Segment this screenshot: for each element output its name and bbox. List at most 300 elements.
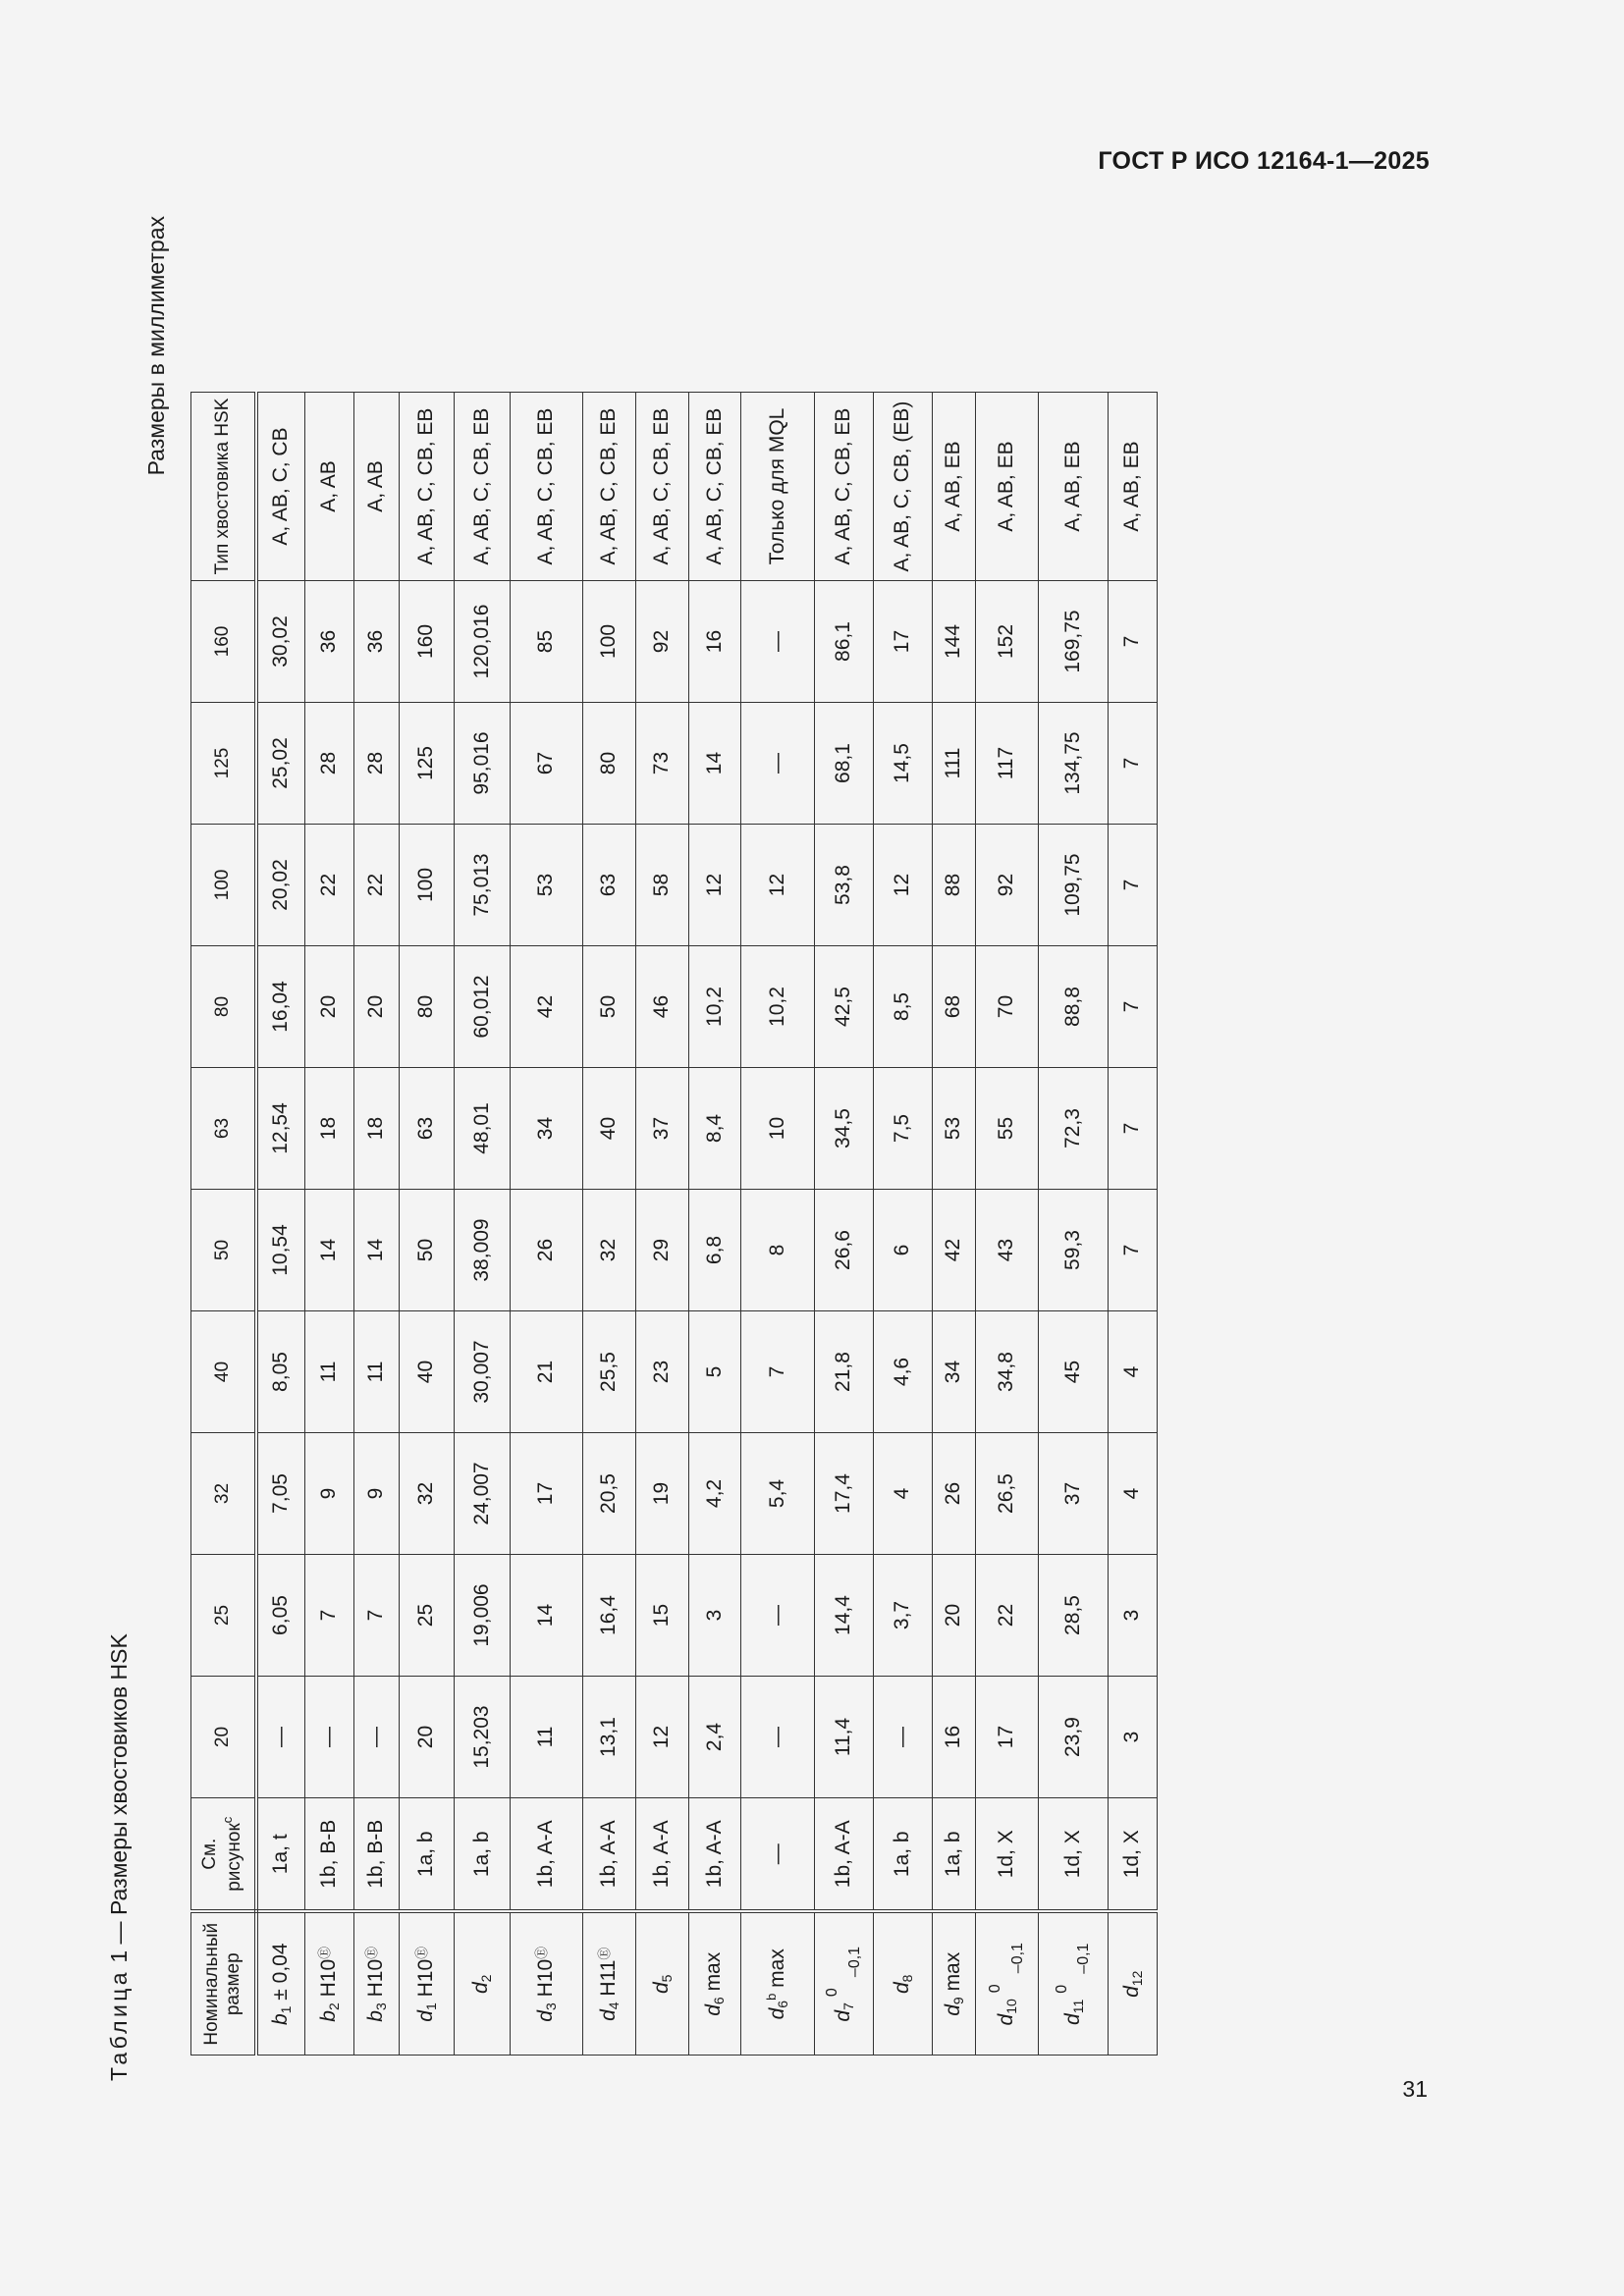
cell-value xyxy=(874,581,933,703)
cell-value xyxy=(636,825,689,946)
caption-number: 1 xyxy=(106,1949,132,1963)
cell-value xyxy=(455,581,511,703)
cell-value-text: 5,4 xyxy=(765,1478,788,1509)
header-size-80 xyxy=(191,946,256,1068)
caption-title: — Размеры хвостовиков HSK xyxy=(106,1633,132,1945)
cell-value-text: 14,4 xyxy=(832,1595,855,1635)
parameter-superscript: b xyxy=(763,1993,779,2001)
cell-value xyxy=(1109,1311,1158,1433)
cell-value-text: 3 xyxy=(702,1609,726,1622)
cell-value xyxy=(689,1677,741,1798)
parameter-symbol: d xyxy=(1060,2013,1084,2025)
cell-value-text: 23,9 xyxy=(1060,1717,1084,1757)
header-size-text: 20 xyxy=(211,1726,233,1748)
cell-value-text: 144 xyxy=(942,623,965,660)
row-figure-ref xyxy=(874,1798,933,1912)
cell-value-text: 3,7 xyxy=(891,1600,914,1630)
header-size-32 xyxy=(191,1433,256,1555)
cell-value-text: 15,203 xyxy=(469,1705,493,1769)
shank-type-text: A, AB, EB xyxy=(1060,441,1084,532)
row-parameter-b3 xyxy=(354,1912,400,2056)
cell-value xyxy=(874,1677,933,1798)
envelope-mark: Ⓔ xyxy=(533,1946,549,1959)
header-see-figure xyxy=(191,1798,256,1912)
shank-type-text: A, AB, EB xyxy=(942,441,965,532)
cell-value-text: 25,02 xyxy=(269,737,293,789)
cell-value xyxy=(305,825,354,946)
header-size-text: 32 xyxy=(211,1482,233,1505)
cell-value-text: 18 xyxy=(317,1116,341,1141)
parameter-suffix: max xyxy=(702,1951,726,1998)
row-figure-ref xyxy=(354,1798,400,1912)
shank-type-text: A, AB, C, CB, EB xyxy=(534,407,558,565)
cell-value-text: 8,4 xyxy=(702,1113,726,1144)
row-figure-ref xyxy=(976,1798,1039,1912)
cell-value-text: 14,5 xyxy=(891,743,914,783)
cell-value xyxy=(256,581,305,703)
envelope-mark: Ⓔ xyxy=(316,1946,332,1959)
shank-type-text: A, AB xyxy=(364,460,388,512)
table-row xyxy=(1109,393,1158,2056)
shank-type-text: Только для MQL xyxy=(765,407,788,565)
header-size-50 xyxy=(191,1190,256,1311)
cell-value-text: 16,4 xyxy=(597,1595,621,1635)
cell-value xyxy=(933,1677,976,1798)
row-shank-type xyxy=(354,393,400,581)
row-parameter-d2 xyxy=(455,1912,511,2056)
cell-value xyxy=(741,1677,815,1798)
cell-value xyxy=(689,581,741,703)
row-figure-ref xyxy=(741,1798,815,1912)
cell-value xyxy=(511,1311,583,1433)
row-figure-ref xyxy=(815,1798,874,1912)
parameter-symbol: d xyxy=(413,2010,437,2022)
cell-value xyxy=(874,1190,933,1311)
figure-ref-text: — xyxy=(765,1843,788,1865)
parameter-suffix: H10 xyxy=(413,1958,437,2003)
cell-value-text: 117 xyxy=(995,746,1018,780)
cell-value xyxy=(815,1190,874,1311)
header-shank-type xyxy=(191,393,256,581)
row-parameter-d7 xyxy=(815,1912,874,2056)
parameter-subscript: 4 xyxy=(605,2002,622,2010)
cell-value-text: 68,1 xyxy=(832,743,855,783)
cell-value-text: 7 xyxy=(1120,879,1144,891)
row-shank-type xyxy=(933,393,976,581)
cell-value xyxy=(400,1311,455,1433)
row-parameter-d10 xyxy=(976,1912,1039,2056)
table-row xyxy=(400,393,455,2056)
cell-value-text: 15 xyxy=(650,1603,674,1628)
hsk-dimensions-table xyxy=(190,392,1158,2056)
cell-value xyxy=(511,1555,583,1677)
cell-value-text: 26 xyxy=(534,1238,558,1262)
parameter-suffix: H10 xyxy=(363,1958,387,2003)
figure-ref-text: 1b, A-A xyxy=(597,1820,621,1889)
parameter-symbol: d xyxy=(890,1982,913,1994)
figure-ref-text: 1a, b xyxy=(891,1831,914,1878)
cell-value xyxy=(1109,1068,1158,1190)
figure-ref-text: 1b, A-A xyxy=(702,1820,726,1889)
cell-value xyxy=(815,825,874,946)
cell-value xyxy=(636,703,689,825)
shank-type-text: A, AB, C, CB, EB xyxy=(469,407,493,565)
cell-value-text: 36 xyxy=(364,629,388,654)
cell-value xyxy=(400,825,455,946)
parameter-subscript: 3 xyxy=(542,2002,559,2010)
cell-value xyxy=(305,703,354,825)
cell-value xyxy=(354,581,400,703)
row-parameter-d6 xyxy=(741,1912,815,2056)
cell-value xyxy=(636,946,689,1068)
cell-value-text: 18 xyxy=(364,1116,388,1141)
cell-value xyxy=(400,1555,455,1677)
parameter-suffix: ± 0,04 xyxy=(268,1943,292,2006)
row-parameter-b2 xyxy=(305,1912,354,2056)
cell-value-text: 36 xyxy=(317,629,341,654)
units-note: Размеры в миллиметрах xyxy=(143,216,169,476)
table-row xyxy=(874,393,933,2056)
cell-value-text: 11,4 xyxy=(832,1717,855,1757)
cell-value xyxy=(933,1068,976,1190)
cell-value-text: 7 xyxy=(1120,1000,1144,1013)
cell-value-text: 34,8 xyxy=(995,1352,1018,1392)
cell-value xyxy=(256,1677,305,1798)
cell-value-text: — xyxy=(269,1727,293,1747)
cell-value xyxy=(511,1068,583,1190)
cell-value xyxy=(636,1555,689,1677)
cell-value xyxy=(1109,703,1158,825)
cell-value xyxy=(455,946,511,1068)
cell-value-text: 59,3 xyxy=(1060,1230,1084,1270)
cell-value-text: 53 xyxy=(942,1116,965,1141)
cell-value xyxy=(933,946,976,1068)
figure-ref-text: 1b, B-B xyxy=(364,1819,388,1889)
table-row xyxy=(305,393,354,2056)
shank-type-text: A, AB, C, CB, EB xyxy=(832,407,855,565)
parameter-suffix: max xyxy=(765,1949,788,1994)
row-parameter-d4 xyxy=(583,1912,636,2056)
cell-value-text: 45 xyxy=(1060,1360,1084,1384)
cell-value-text: 50 xyxy=(597,994,621,1019)
shank-type-text: A, AB, EB xyxy=(1120,441,1144,532)
row-shank-type xyxy=(583,393,636,581)
row-parameter-d12 xyxy=(1109,1912,1158,2056)
row-figure-ref xyxy=(583,1798,636,1912)
row-shank-type xyxy=(1109,393,1158,581)
cell-value-text: 37 xyxy=(650,1116,674,1141)
figure-ref-text: 1b, A-A xyxy=(832,1820,855,1889)
figure-ref-text: 1b, A-A xyxy=(534,1820,558,1889)
cell-value-text: — xyxy=(891,1727,914,1747)
parameter-subscript: 10 xyxy=(1003,1999,1020,2014)
cell-value-text: 30,007 xyxy=(469,1340,493,1404)
cell-value-text: 4,6 xyxy=(891,1357,914,1387)
header-size-text: 80 xyxy=(211,995,233,1018)
cell-value-text: — xyxy=(765,1727,788,1747)
cell-value-text: 7 xyxy=(1120,1244,1144,1256)
cell-value-text: 50 xyxy=(414,1238,438,1262)
cell-value-text: 8 xyxy=(765,1244,788,1256)
parameter-symbol: b xyxy=(316,2010,340,2022)
row-shank-type xyxy=(636,393,689,581)
cell-value xyxy=(874,703,933,825)
cell-value xyxy=(636,1677,689,1798)
cell-value-text: 7,5 xyxy=(891,1113,914,1144)
cell-value-text: 20 xyxy=(317,994,341,1019)
cell-value xyxy=(305,946,354,1068)
header-see-figure-a: См. xyxy=(199,1838,221,1870)
header-size-text: 25 xyxy=(211,1604,233,1627)
row-parameter-d9 xyxy=(933,1912,976,2056)
row-figure-ref xyxy=(256,1798,305,1912)
envelope-mark: Ⓔ xyxy=(363,1946,379,1959)
cell-value-text: 10,2 xyxy=(765,987,788,1027)
cell-value-text: — xyxy=(317,1727,341,1747)
header-size-text: 125 xyxy=(211,747,233,779)
cell-value-text: 28 xyxy=(317,751,341,775)
cell-value xyxy=(455,1190,511,1311)
cell-value-text: 26 xyxy=(942,1481,965,1506)
cell-value xyxy=(933,1555,976,1677)
cell-value xyxy=(511,825,583,946)
cell-value xyxy=(455,1311,511,1433)
cell-value-text: 25 xyxy=(414,1603,438,1628)
cell-value xyxy=(815,1068,874,1190)
cell-value xyxy=(933,1311,976,1433)
cell-value xyxy=(636,1068,689,1190)
row-shank-type xyxy=(815,393,874,581)
table-row xyxy=(636,393,689,2056)
row-parameter-d8 xyxy=(874,1912,933,2056)
row-parameter-d11 xyxy=(1039,1912,1109,2056)
cell-value xyxy=(400,581,455,703)
cell-value xyxy=(354,1677,400,1798)
cell-value-text: 14 xyxy=(364,1238,388,1262)
row-figure-ref xyxy=(689,1798,741,1912)
cell-value xyxy=(689,1311,741,1433)
cell-value xyxy=(455,1433,511,1555)
cell-value-text: 6,8 xyxy=(702,1235,726,1265)
parameter-subscript: 12 xyxy=(1128,1970,1145,1987)
table-row xyxy=(511,393,583,2056)
header-size-20 xyxy=(191,1677,256,1798)
cell-value-text: 32 xyxy=(414,1481,438,1506)
cell-value-text: 7,05 xyxy=(269,1473,293,1514)
cell-value-text: 25,5 xyxy=(597,1352,621,1392)
cell-value xyxy=(256,946,305,1068)
table-row xyxy=(741,393,815,2056)
cell-value-text: 17 xyxy=(534,1481,558,1506)
cell-value xyxy=(583,1311,636,1433)
cell-value xyxy=(636,1311,689,1433)
row-figure-ref xyxy=(1039,1798,1109,1912)
cell-value-text: 34 xyxy=(534,1116,558,1141)
cell-value xyxy=(1039,1190,1109,1311)
cell-value xyxy=(511,946,583,1068)
cell-value xyxy=(583,825,636,946)
cell-value-text: 8,05 xyxy=(269,1352,293,1392)
cell-value-text: 10,2 xyxy=(702,987,726,1027)
row-shank-type xyxy=(305,393,354,581)
cell-value xyxy=(874,1433,933,1555)
cell-value-text: 80 xyxy=(597,751,621,775)
header-size-text: 100 xyxy=(211,869,233,901)
cell-value xyxy=(874,946,933,1068)
cell-value-text: 4 xyxy=(1120,1365,1144,1378)
cell-value xyxy=(689,703,741,825)
cell-value xyxy=(511,1433,583,1555)
parameter-symbol: b xyxy=(268,2013,292,2026)
cell-value-text: — xyxy=(765,753,788,774)
parameter-subscript: 9 xyxy=(949,1997,966,2005)
cell-value-text: 20 xyxy=(414,1725,438,1749)
parameter-symbol: d xyxy=(832,2009,855,2022)
figure-ref-text: 1a, b xyxy=(414,1831,438,1878)
cell-value xyxy=(354,1190,400,1311)
cell-value-text: 100 xyxy=(414,867,438,903)
table-row xyxy=(689,393,741,2056)
cell-value xyxy=(741,1068,815,1190)
cell-value-text: 17 xyxy=(995,1725,1018,1749)
parameter-symbol: d xyxy=(1119,1986,1143,1998)
cell-value xyxy=(455,1555,511,1677)
cell-value-text: 26,6 xyxy=(832,1230,855,1270)
cell-value xyxy=(741,703,815,825)
cell-value-text: 7 xyxy=(1120,1122,1144,1135)
table-row xyxy=(933,393,976,2056)
cell-value-text: 22 xyxy=(995,1603,1018,1628)
row-shank-type xyxy=(874,393,933,581)
cell-value-text: 152 xyxy=(995,623,1018,660)
cell-value-text: 42,5 xyxy=(832,987,855,1027)
shank-type-text: A, AB, C, CB, EB xyxy=(414,407,438,565)
cell-value xyxy=(256,825,305,946)
cell-value xyxy=(636,1190,689,1311)
cell-value xyxy=(976,1555,1039,1677)
row-shank-type xyxy=(741,393,815,581)
shank-type-text: A, AB, C, CB, EB xyxy=(597,407,621,565)
cell-value-text: 17 xyxy=(891,629,914,654)
cell-value xyxy=(689,1068,741,1190)
cell-value-text: 14 xyxy=(534,1603,558,1628)
cell-value-text: 5 xyxy=(702,1365,726,1378)
cell-value-text: 22 xyxy=(364,873,388,897)
cell-value-text: 34,5 xyxy=(832,1108,855,1148)
cell-value xyxy=(1039,1311,1109,1433)
cell-value-text: 88,8 xyxy=(1060,987,1084,1027)
cell-value-text: 63 xyxy=(597,873,621,897)
row-shank-type xyxy=(976,393,1039,581)
cell-value-text: 10,54 xyxy=(269,1224,293,1276)
cell-value xyxy=(689,1555,741,1677)
shank-type-text: A, AB, C, CB, (EB) xyxy=(891,400,914,572)
parameter-subscript: 1 xyxy=(277,2005,294,2014)
shank-type-text: A, AB xyxy=(317,460,341,512)
cell-value xyxy=(256,1068,305,1190)
header-size-40 xyxy=(191,1311,256,1433)
cell-value-text: 75,013 xyxy=(469,853,493,917)
parameter-symbol: d xyxy=(649,1982,673,1994)
cell-value xyxy=(689,1433,741,1555)
row-figure-ref xyxy=(455,1798,511,1912)
cell-value xyxy=(976,1068,1039,1190)
cell-value-text: 169,75 xyxy=(1060,610,1084,673)
tolerance-upper: 0 xyxy=(1053,1984,1070,1994)
row-parameter-b1 xyxy=(256,1912,305,2056)
cell-value xyxy=(354,703,400,825)
cell-value-text: 17,4 xyxy=(832,1473,855,1514)
shank-type-text: A, AB, C, CB, EB xyxy=(702,407,726,565)
cell-value-text: 73 xyxy=(650,751,674,775)
cell-value-text: 60,012 xyxy=(469,975,493,1039)
cell-value-text: 7 xyxy=(317,1609,341,1622)
cell-value-text: 11 xyxy=(317,1361,341,1383)
cell-value xyxy=(976,946,1039,1068)
cell-value xyxy=(256,1555,305,1677)
cell-value xyxy=(933,1433,976,1555)
cell-value-text: 21,8 xyxy=(832,1352,855,1392)
parameter-symbol: d xyxy=(995,2013,1018,2026)
cell-value xyxy=(511,1190,583,1311)
cell-value xyxy=(305,1068,354,1190)
figure-ref-text: 1d, X xyxy=(1120,1830,1144,1879)
parameter-symbol: d xyxy=(765,2007,788,2020)
cell-value xyxy=(305,1555,354,1677)
cell-value-text: 95,016 xyxy=(469,731,493,795)
header-size-25 xyxy=(191,1555,256,1677)
cell-value xyxy=(1109,946,1158,1068)
parameter-subscript: 6 xyxy=(774,2000,790,2008)
cell-value xyxy=(874,1555,933,1677)
cell-value xyxy=(1039,1433,1109,1555)
cell-value xyxy=(741,581,815,703)
cell-value xyxy=(511,581,583,703)
cell-value xyxy=(583,1555,636,1677)
cell-value xyxy=(815,1311,874,1433)
envelope-mark: Ⓔ xyxy=(596,1947,612,1960)
cell-value xyxy=(976,1190,1039,1311)
tolerance xyxy=(1052,1944,1096,1994)
tolerance-lower: –0,1 xyxy=(845,1946,863,1978)
cell-value xyxy=(305,1311,354,1433)
cell-value xyxy=(256,1433,305,1555)
cell-value-text: 85 xyxy=(534,629,558,654)
row-parameter-d6 xyxy=(689,1912,741,2056)
cell-value-text: 32 xyxy=(597,1238,621,1262)
cell-value xyxy=(815,703,874,825)
cell-value xyxy=(1109,825,1158,946)
cell-value-text: 16 xyxy=(702,629,726,654)
header-size-125 xyxy=(191,703,256,825)
cell-value xyxy=(354,946,400,1068)
cell-value xyxy=(976,581,1039,703)
cell-value xyxy=(455,825,511,946)
cell-value-text: 8,5 xyxy=(891,991,914,1022)
cell-value xyxy=(1109,1190,1158,1311)
tolerance-lower: –0,1 xyxy=(1075,1943,1092,1974)
cell-value-text: 48,01 xyxy=(469,1102,493,1154)
header-shank-type-text: Тип хвостовика HSK xyxy=(211,398,233,575)
figure-ref-text: 1a, t xyxy=(269,1834,293,1875)
cell-value xyxy=(1039,825,1109,946)
parameter-suffix: H11 xyxy=(596,1959,620,2002)
cell-value-text: 19 xyxy=(650,1481,674,1506)
parameter-suffix: max xyxy=(941,1951,964,1998)
cell-value xyxy=(1109,1677,1158,1798)
tolerance-upper: 0 xyxy=(987,1984,1004,1994)
table-row xyxy=(1039,393,1109,2056)
